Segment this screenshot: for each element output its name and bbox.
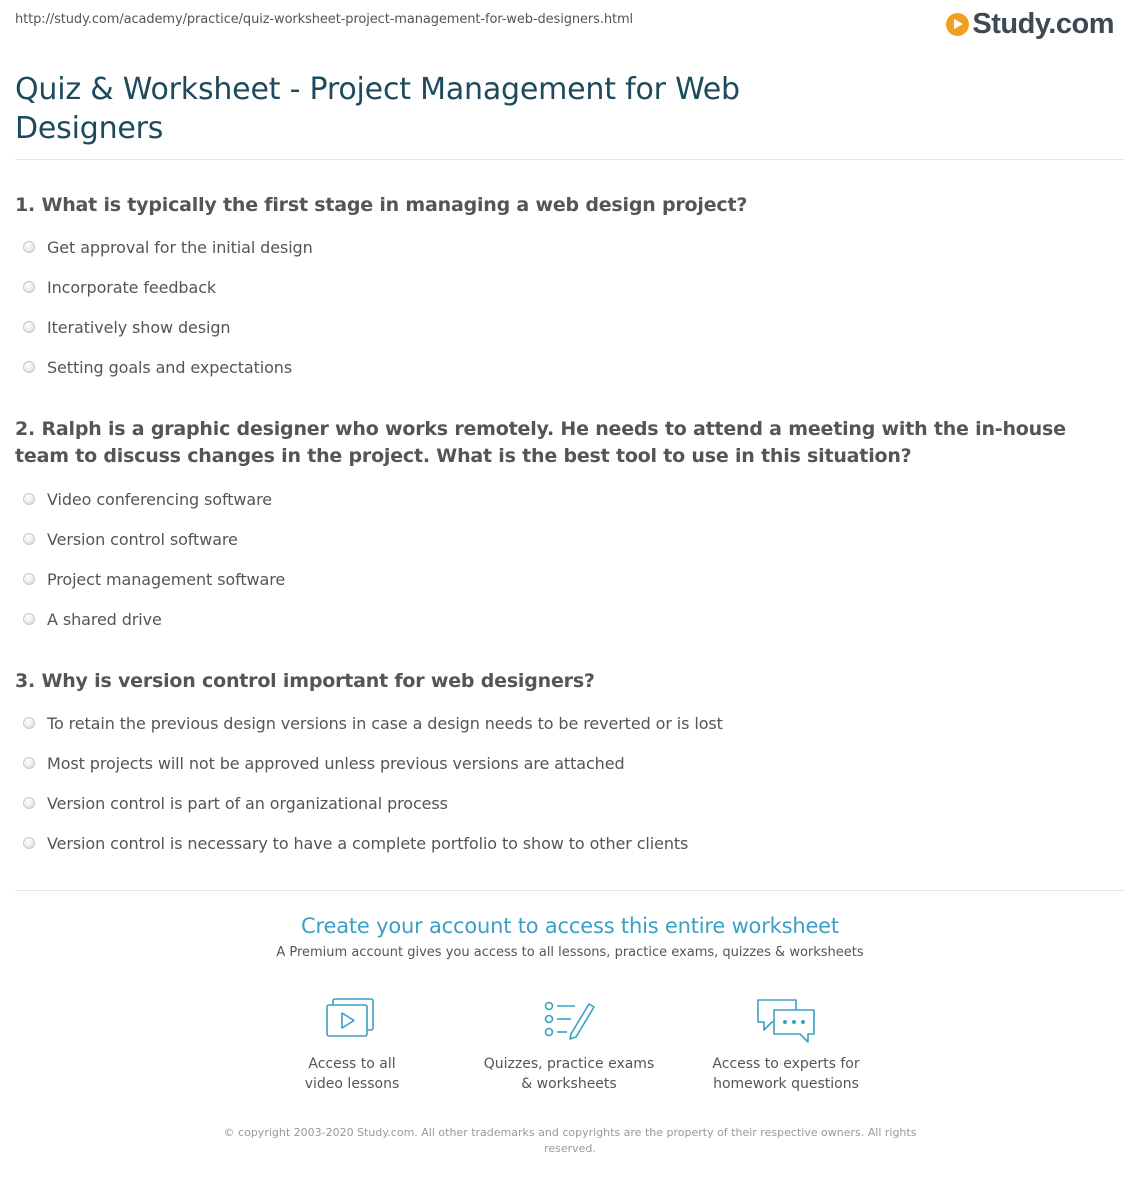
feature-label-line1: Access to experts for [712, 1056, 860, 1072]
question-3-answer-1[interactable] [23, 712, 723, 734]
study-logo[interactable] [946, 8, 1114, 41]
question-1-title: 1. What is typically the first stage in managing a web design project? [15, 194, 748, 216]
question-1-answer-4[interactable] [23, 356, 292, 378]
header [0, 0, 1140, 60]
question-2-answer-4[interactable] [23, 608, 162, 630]
question-3-answer-4[interactable] [23, 832, 688, 854]
answer-label: Most projects will not be approved unless previous versions are attached [47, 753, 625, 773]
answer-label: Incorporate feedback [47, 277, 217, 297]
question-3-title: 3. Why is version control important for web designers? [15, 670, 595, 692]
chat-bubbles-icon [754, 996, 818, 1046]
cta-subtitle: A Premium account gives you access to all lessons, practice exams, quizzes & worksheets [276, 945, 864, 960]
play-circle-icon [946, 13, 969, 36]
feature-label-line1: Quizzes, practice exams [483, 1056, 655, 1072]
question-2-answer-1[interactable] [23, 488, 272, 510]
answer-label: Version control software [47, 529, 238, 549]
logo-text: Study.com [972, 8, 1114, 40]
answer-label: Version control is part of an organizational process [47, 793, 448, 813]
question-1-answer-3[interactable] [23, 316, 230, 338]
title-divider [15, 159, 1125, 160]
radio-button[interactable] [23, 361, 35, 373]
answer-label: A shared drive [47, 609, 162, 629]
answer-label: Iteratively show design [47, 317, 231, 337]
radio-button[interactable] [23, 837, 35, 849]
feature-quizzes [469, 996, 669, 1094]
quiz-checklist-icon [541, 996, 597, 1046]
feature-video-lessons [252, 996, 452, 1094]
feature-label-line1: Access to all [308, 1056, 396, 1072]
answer-label: Setting goals and expectations [47, 357, 293, 377]
question-2-answer-3[interactable] [23, 568, 285, 590]
answer-label: Get approval for the initial design [47, 237, 313, 257]
radio-button[interactable] [23, 757, 35, 769]
radio-button[interactable] [23, 281, 35, 293]
question-2-answer-2[interactable] [23, 528, 238, 550]
page-url[interactable]: http://study.com/academy/practice/quiz-worksheet-project-management-for-web-designers.html [15, 12, 634, 27]
create-account-link[interactable]: Create your account to access this entire worksheet [301, 914, 839, 938]
feature-label-line2: & worksheets [521, 1076, 617, 1092]
radio-button[interactable] [23, 717, 35, 729]
radio-button[interactable] [23, 241, 35, 253]
question-1-answer-2[interactable] [23, 276, 216, 298]
page-title: Quiz & Worksheet - Project Management for Web Designers [15, 72, 740, 146]
question-3-answer-3[interactable] [23, 792, 448, 814]
video-lessons-icon [324, 996, 380, 1046]
radio-button[interactable] [23, 533, 35, 545]
answer-label: To retain the previous design versions in case a design needs to be reverted or is lost [47, 713, 723, 733]
feature-label-line2: homework questions [713, 1076, 859, 1092]
radio-button[interactable] [23, 573, 35, 585]
question-2-title: 2. Ralph is a graphic designer who works remotely. He needs to attend a meeting with the in-house team to discuss changes in the project. What is the best tool to use in this situation? [15, 418, 1066, 467]
radio-button[interactable] [23, 797, 35, 809]
copyright-notice: © copyright 2003-2020 Study.com. All other trademarks and copyrights are the property of their respective owners. All rights reserved. [223, 1126, 917, 1155]
feature-label-line2: video lessons [304, 1076, 400, 1092]
answer-label: Version control is necessary to have a complete portfolio to show to other clients [47, 833, 689, 853]
radio-button[interactable] [23, 321, 35, 333]
question-1-answer-1[interactable] [23, 236, 313, 258]
feature-experts [686, 996, 886, 1094]
question-3-answer-2[interactable] [23, 752, 625, 774]
answer-label: Video conferencing software [47, 489, 272, 509]
answer-label: Project management software [47, 569, 286, 589]
section-divider [15, 890, 1125, 891]
radio-button[interactable] [23, 613, 35, 625]
radio-button[interactable] [23, 493, 35, 505]
